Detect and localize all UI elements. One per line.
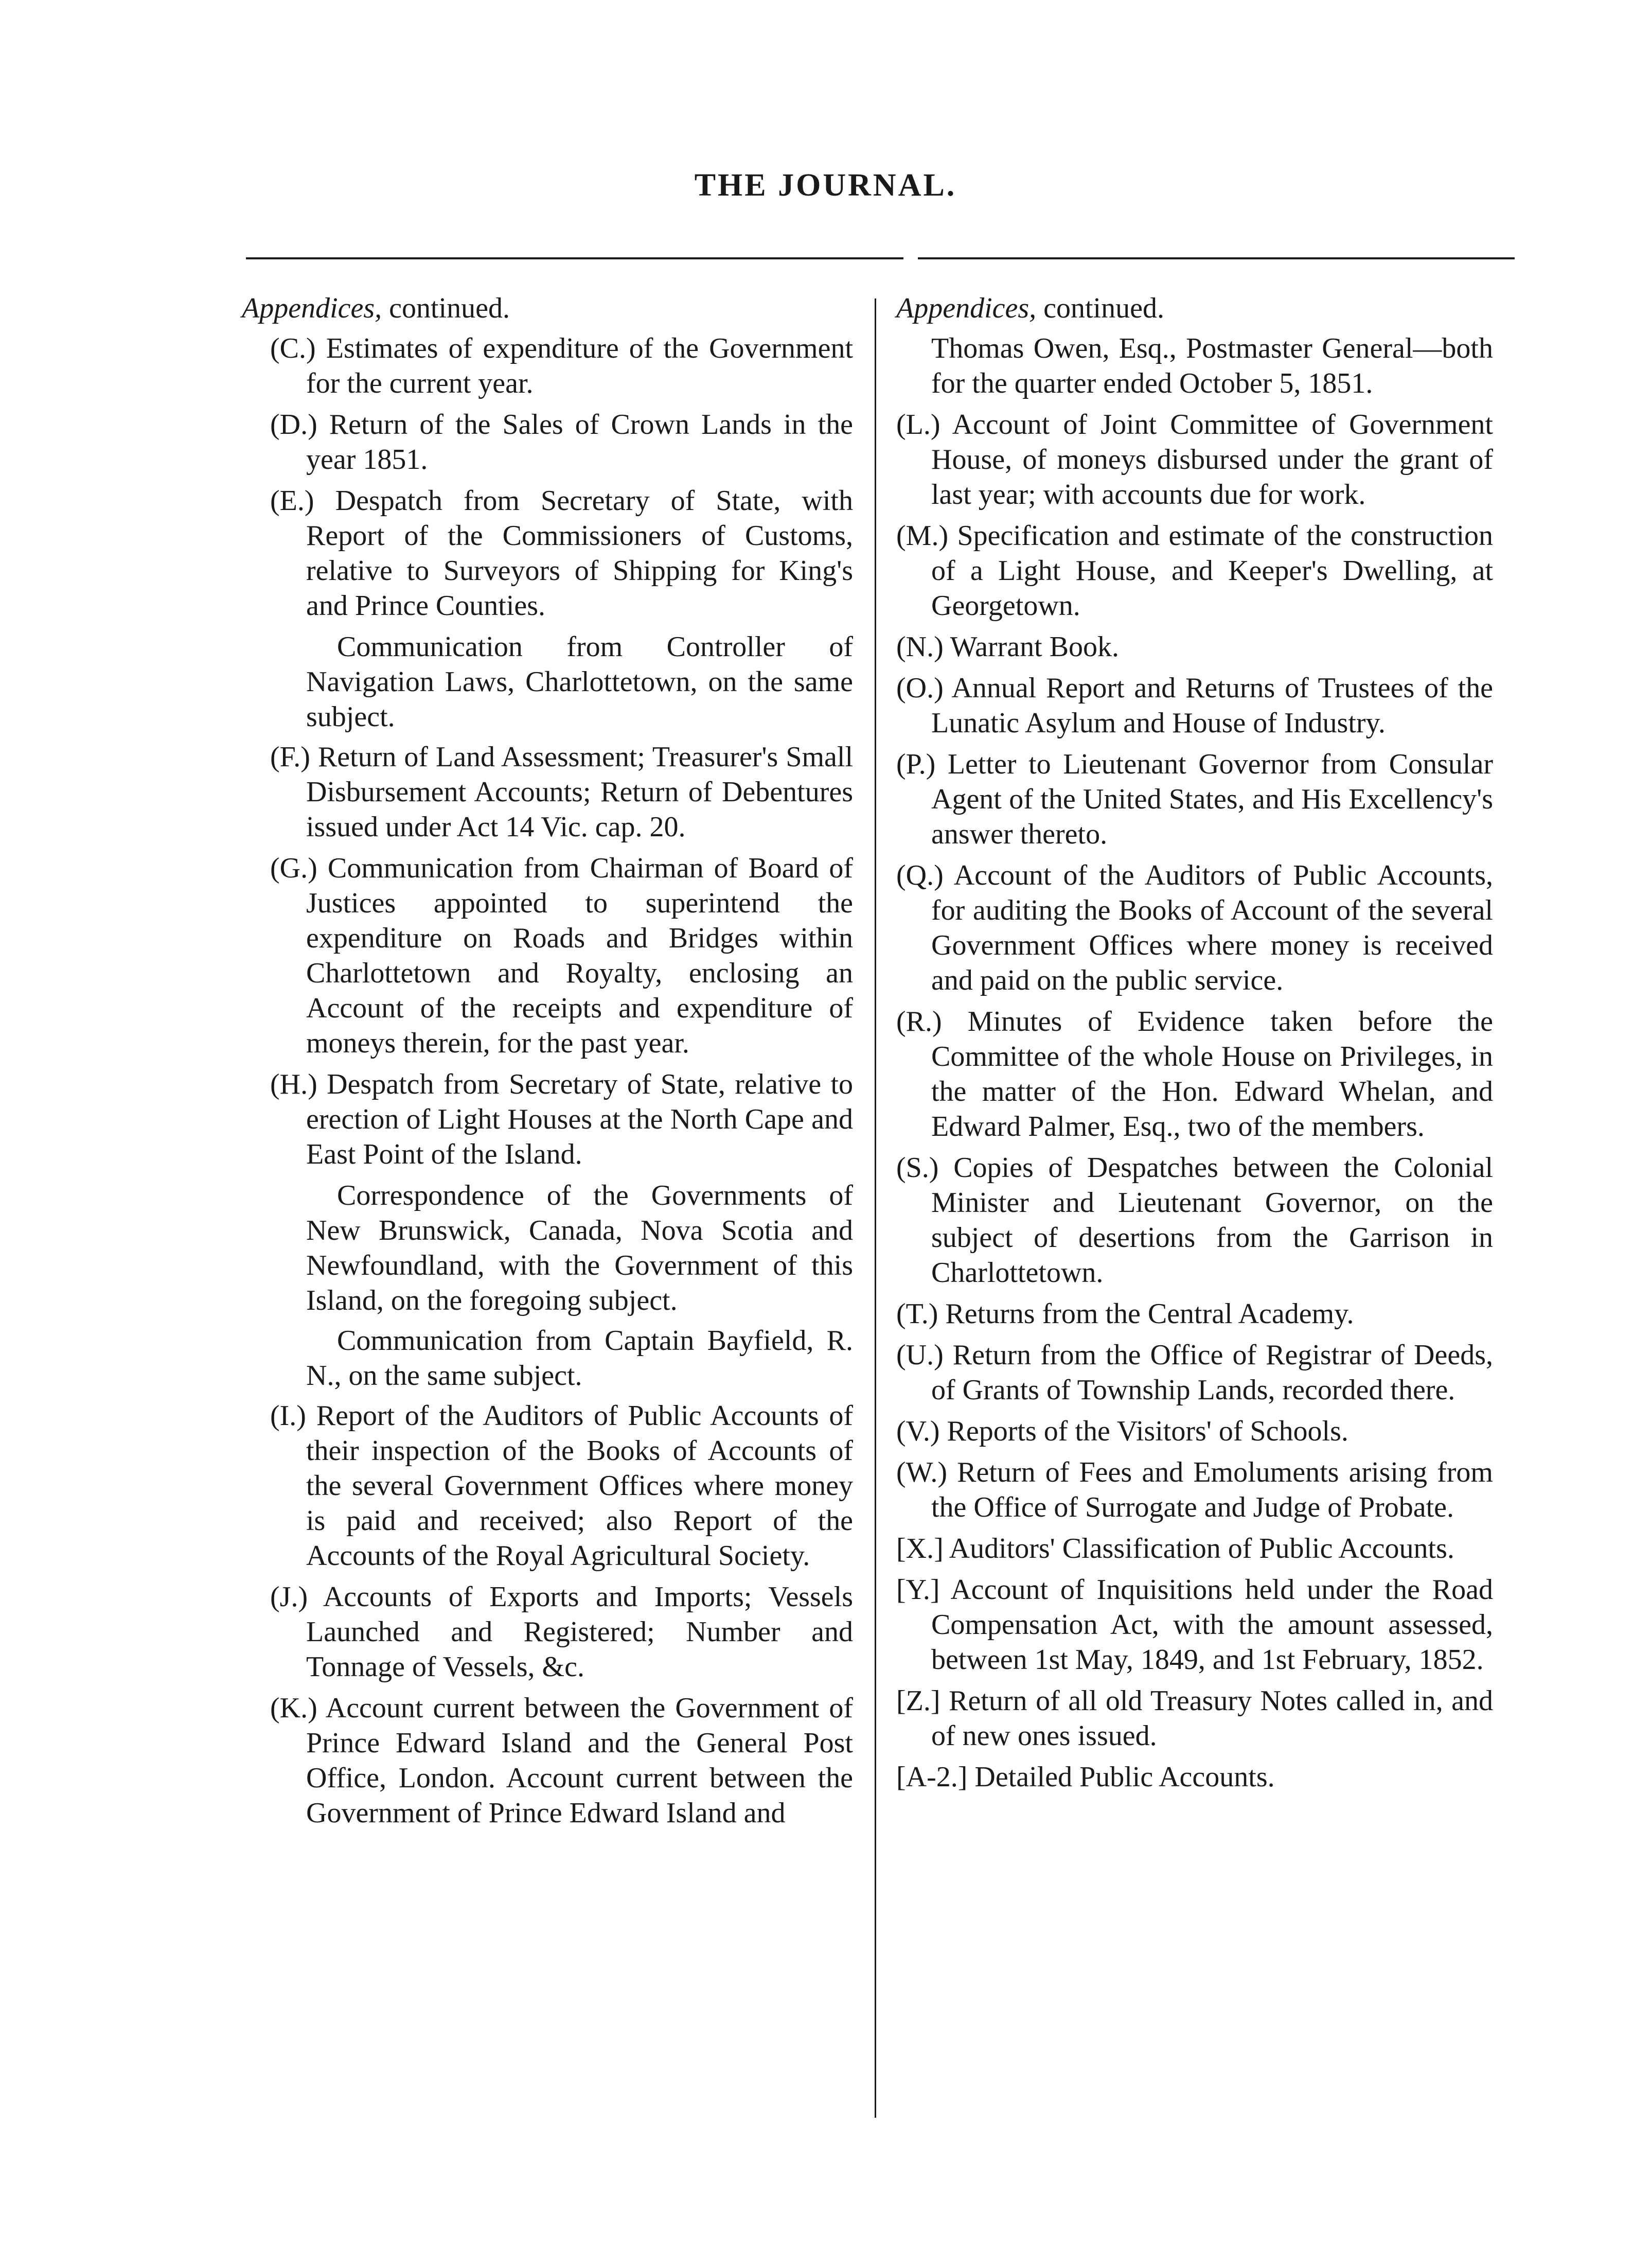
entry-text: Returns from the Central Academy. [945, 1298, 1354, 1330]
appendix-entry [896, 629, 1493, 664]
appendix-entry [896, 1760, 1493, 1795]
left-column [242, 291, 853, 1837]
appendix-entry [242, 1579, 853, 1684]
continued-rest: continued. [1036, 292, 1164, 324]
entry-label: (V.) [896, 1415, 940, 1447]
entry-label: [Z.] [896, 1685, 940, 1717]
entry-text: Return of Land Assessment; Treasurer's Small Disbursement Accounts; Return of Debentures issued under Act 14 Vic. cap. 20. [306, 741, 853, 843]
entry-text: Reports of the Visitors' of Schools. [947, 1415, 1348, 1447]
appendix-entry [896, 1531, 1493, 1566]
entry-label: [X.] [896, 1533, 944, 1564]
continued-word: Appendices, [896, 292, 1037, 324]
entry-text: Correspondence of the Governments of New Brunswick, Canada, Nova Scotia and Newfoundland, with the Government of this Island, on the foregoing subject. [306, 1180, 853, 1316]
appendix-entry [896, 1150, 1493, 1290]
entry-text: Copies of Despatches between the Colonial Minister and Lieutenant Governor, on the subject of desertions from the Garrison in Charlottetown. [931, 1152, 1494, 1289]
entry-label: (L.) [896, 409, 940, 441]
entry-label: (Q.) [896, 859, 944, 891]
appendix-entry [242, 1067, 853, 1172]
entry-text: Letter to Lieutenant Governor from Consular Agent of the United States, and His Excellency's answer thereto. [931, 748, 1493, 850]
appendix-entry [896, 1296, 1493, 1331]
entry-label: (J.) [270, 1581, 308, 1613]
appendix-entry [242, 1178, 853, 1318]
continued-word: Appendices, [242, 292, 382, 324]
right-column [896, 291, 1493, 1801]
entry-text: Estimates of expenditure of the Government for the current year. [306, 332, 853, 399]
appendix-entry [896, 1683, 1493, 1753]
entry-label: (S.) [896, 1152, 939, 1184]
entry-text: Return of Fees and Emoluments arising from the Office of Surrogate and Judge of Probate. [931, 1456, 1493, 1523]
entry-text: Return of all old Treasury Notes called in, and of new ones issued. [931, 1685, 1494, 1752]
entry-text: Despatch from Secretary of State, relative to erection of Light Houses at the North Cape and East Point of the Island. [306, 1068, 854, 1170]
entry-text: Minutes of Evidence taken before the Committee of the whole House on Privileges, in the matter of the Hon. Edward Whelan, and Edward Palmer, Esq., two of the members. [931, 1006, 1494, 1142]
entry-text: Account of the Auditors of Public Accounts, for auditing the Books of Account of the several Government Offices where money is received and paid on the public service. [931, 859, 1493, 996]
page-title: THE JOURNAL. [694, 168, 957, 203]
entry-text: Communication from Captain Bayfield, R. N., on the same subject. [306, 1325, 853, 1392]
entry-label: (O.) [896, 672, 944, 704]
entry-label: (F.) [270, 741, 310, 773]
entry-label: (P.) [896, 748, 936, 780]
entry-text: Specification and estimate of the construction of a Light House, and Keeper's Dwelling, at Georgetown. [931, 520, 1493, 622]
continued-heading [242, 291, 853, 326]
entry-text: Communication from Chairman of Board of Justices appointed to superintend the expenditure on Roads and Bridges within Charlottetown and Royalty, enclosing an Account of the receipts and expenditure of moneys therein, for the past year. [306, 852, 853, 1059]
entry-text: Auditors' Classification of Public Accounts. [949, 1533, 1454, 1564]
appendix-entry [242, 1323, 853, 1393]
entry-text: Accounts of Exports and Imports; Vessels Launched and Registered; Number and Tonnage of Vessels, &c. [306, 1581, 853, 1683]
entry-text: Account current between the Government of Prince Edward Island and the General Post Office, London. Account current between the Government of Prince Edward Island and [306, 1692, 853, 1829]
entry-text: Return of the Sales of Crown Lands in the year 1851. [306, 409, 853, 476]
column-divider [875, 298, 876, 2118]
entry-label: [Y.] [896, 1574, 940, 1606]
appendix-entry [896, 1572, 1493, 1677]
entry-text: Annual Report and Returns of Trustees of the Lunatic Asylum and House of Industry. [931, 672, 1493, 739]
entry-label: (G.) [270, 852, 317, 884]
entry-text: Despatch from Secretary of State, with Report of the Commissioners of Customs, relative to Surveyors of Shipping for King's and Prince Counties. [306, 485, 853, 622]
continued-rest: continued. [382, 292, 510, 324]
appendix-entry [896, 331, 1493, 401]
entry-text: Return from the Office of Registrar of Deeds, of Grants of Township Lands, recorded there. [931, 1339, 1493, 1406]
appendix-entry [242, 629, 853, 734]
entry-text: Communication from Controller of Navigation Laws, Charlottetown, on the same subject. [306, 631, 853, 733]
entry-text: Detailed Public Accounts. [974, 1761, 1275, 1793]
entry-label: (E.) [270, 485, 314, 517]
entry-text: Warrant Book. [950, 631, 1120, 663]
appendix-entry [896, 1414, 1493, 1449]
entry-label: (W.) [896, 1456, 948, 1488]
appendix-entry [242, 1691, 853, 1831]
entry-label: (R.) [896, 1006, 942, 1038]
entry-label: (H.) [270, 1068, 317, 1100]
entry-text: Thomas Owen, Esq., Postmaster General—both for the quarter ended October 5, 1851. [931, 332, 1493, 399]
appendix-entry [242, 483, 853, 623]
entry-text: Account of Inquisitions held under the Road Compensation Act, with the amount assessed, between 1st May, 1849, and 1st February, 1852. [931, 1574, 1493, 1676]
entry-label: (K.) [270, 1692, 317, 1724]
appendix-entry [242, 851, 853, 1061]
header-rule-right [918, 257, 1515, 259]
appendix-entry [242, 740, 853, 845]
entry-label: (I.) [270, 1400, 306, 1432]
appendix-entry [896, 1455, 1493, 1525]
continued-heading [896, 291, 1493, 326]
right-item-list [896, 331, 1493, 1795]
entry-label: (N.) [896, 631, 944, 663]
appendix-entry [896, 1338, 1493, 1408]
entry-text: Account of Joint Committee of Government House, of moneys disbursed under the grant of last year; with accounts due for work. [931, 409, 1493, 511]
entry-label: (M.) [896, 520, 949, 552]
entry-label: (D.) [270, 409, 317, 441]
appendix-entry [896, 518, 1493, 623]
entry-label: (U.) [896, 1339, 944, 1371]
appendix-entry [242, 1398, 853, 1573]
header-rule-left [246, 257, 903, 259]
appendix-entry [242, 407, 853, 477]
appendix-entry [896, 671, 1493, 741]
appendix-entry [896, 858, 1493, 998]
appendix-entry [896, 747, 1493, 852]
entry-text: Report of the Auditors of Public Accounts of their inspection of the Books of Accounts of the several Government Offices where money is paid and received; also Report of the Accounts of the Royal Agricultural Society. [306, 1400, 854, 1572]
left-item-list [242, 331, 853, 1831]
entry-label: (C.) [270, 332, 316, 364]
entry-label: (T.) [896, 1298, 938, 1330]
appendix-entry [896, 407, 1493, 512]
appendix-entry [242, 331, 853, 401]
entry-label: [A-2.] [896, 1761, 968, 1793]
appendix-entry [896, 1004, 1493, 1144]
